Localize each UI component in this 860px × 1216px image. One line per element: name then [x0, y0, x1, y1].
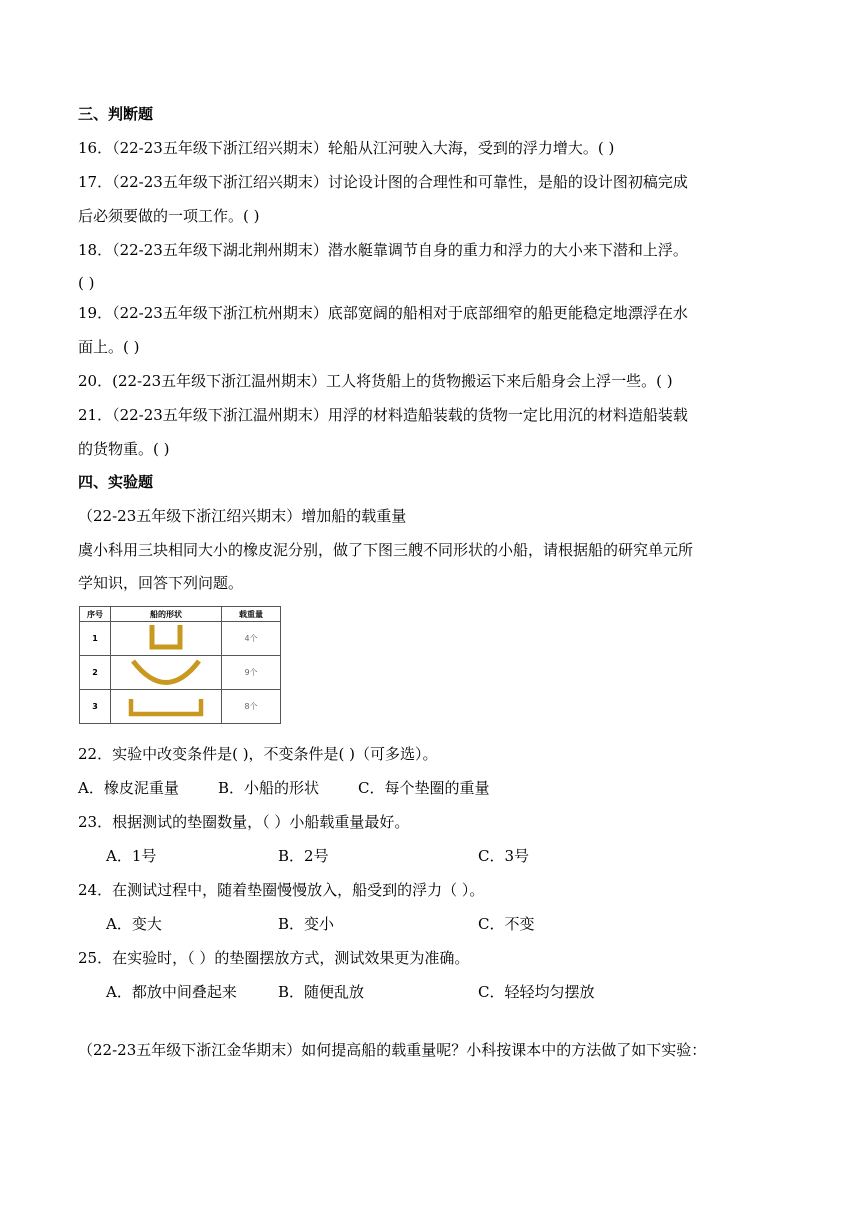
question-19: 19．（22-23五年级下浙江杭州期末）底部宽阔的船相对于底部细窄的船更能稳定地漂浮在水 — [78, 304, 688, 322]
question-21-cont: 的货物重。( ) — [78, 440, 170, 458]
table-row — [80, 656, 281, 690]
boat-shape-wide-flat — [111, 690, 222, 724]
q24-option-a: A．变大 — [106, 915, 162, 933]
row-load: 8个 — [222, 690, 281, 724]
question-16: 16．（22-23五年级下浙江绍兴期末）轮船从江河驶入大海，受到的浮力增大。( ) — [78, 139, 615, 157]
header-number: 序号 — [80, 607, 111, 622]
experiment-intro-title: （22-23五年级下浙江绍兴期末）增加船的载重量 — [78, 507, 407, 525]
question-18: 18．（22-23五年级下湖北荆州期末）潜水艇靠调节自身的重力和浮力的大小来下潜和上浮。 — [78, 241, 688, 259]
q23-option-c: C．3号 — [478, 847, 530, 865]
question-25: 25．在实验时，（ ）的垫圈摆放方式，测试效果更为准确。 — [78, 949, 470, 967]
question-22: 22．实验中改变条件是( )，不变条件是( )（可多选）。 — [78, 745, 438, 763]
section-4-heading: 四、实验题 — [78, 473, 154, 491]
row-number: 3 — [80, 690, 111, 724]
ship-shape-table — [79, 606, 281, 724]
question-21: 21．（22-23五年级下浙江温州期末）用浮的材料造船装载的货物一定比用沉的材料造船装载 — [78, 406, 688, 424]
question-23: 23．根据测试的垫圈数量，（ ）小船载重量最好。 — [78, 813, 410, 831]
question-17: 17．（22-23五年级下浙江绍兴期末）讨论设计图的合理性和可靠性，是船的设计图初稿完成 — [78, 173, 688, 191]
boat-shape-narrow-u — [111, 622, 222, 656]
q25-option-a: A．都放中间叠起来 — [106, 983, 237, 1001]
row-number: 2 — [80, 656, 111, 690]
q22-option-b: B．小船的形状 — [218, 779, 320, 797]
experiment-intro-text-cont: 学知识，回答下列问题。 — [78, 574, 244, 592]
q22-option-c: C．每个垫圈的重量 — [358, 779, 490, 797]
section-3-heading: 三、判断题 — [78, 105, 154, 123]
q24-option-b: B．变小 — [278, 915, 335, 933]
row-load: 9个 — [222, 656, 281, 690]
row-load: 4个 — [222, 622, 281, 656]
question-24: 24．在测试过程中，随着垫圈慢慢放入，船受到的浮力（ ）。 — [78, 881, 485, 899]
header-shape: 船的形状 — [111, 607, 222, 622]
q23-option-b: B．2号 — [278, 847, 329, 865]
header-load: 载重量 — [222, 607, 281, 622]
row-number: 1 — [80, 622, 111, 656]
q24-option-c: C．不变 — [478, 915, 535, 933]
q25-option-b: B．随便乱放 — [278, 983, 365, 1001]
table-row — [80, 690, 281, 724]
next-experiment-intro: （22-23五年级下浙江金华期末）如何提高船的载重量呢？小科按课本中的方法做了如下实验： — [78, 1041, 707, 1059]
q25-option-c: C．轻轻均匀摆放 — [478, 983, 595, 1001]
experiment-intro-text: 虞小科用三块相同大小的橡皮泥分别，做了下图三艘不同形状的小船，请根据船的研究单元所 — [78, 541, 694, 559]
question-20: 20．(22-23五年级下浙江温州期末）工人将货船上的货物搬运下来后船身会上浮一些。( ) — [78, 372, 673, 390]
table-row — [80, 622, 281, 656]
table-header-row — [80, 607, 281, 622]
boat-shape-arc — [111, 656, 222, 690]
question-17-cont: 后必须要做的一项工作。( ) — [78, 207, 260, 225]
q22-option-a: A．橡皮泥重量 — [78, 779, 179, 797]
question-19-cont: 面上。( ) — [78, 338, 140, 356]
question-18-cont: ( ) — [78, 274, 95, 292]
q23-option-a: A．1号 — [106, 847, 157, 865]
